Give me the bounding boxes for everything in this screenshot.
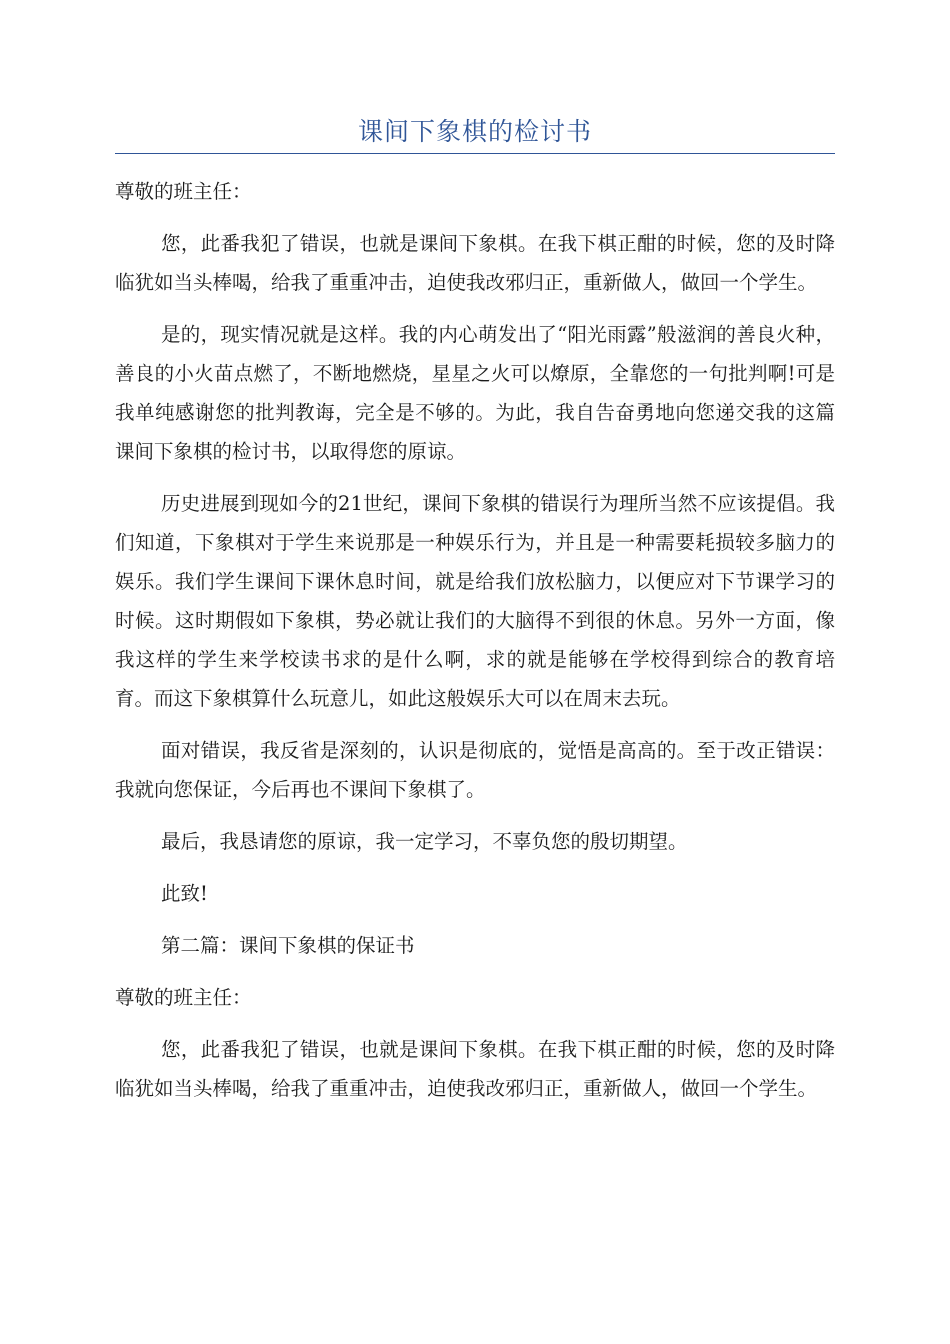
paragraph: 您，此番我犯了错误，也就是课间下象棋。在我下棋正酣的时候，您的及时降临犹如当头棒喝，给我了重重冲击，迫使我改邪归正，重新做人，做回一个学生。 bbox=[115, 1038, 835, 1100]
paragraph: 历史进展到现如今的21世纪，课间下象棋的错误行为理所当然不应该提倡。我们知道，下象棋对于学生来说那是一种娱乐行为，并且是一种需要耗损较多脑力的娱乐。我们学生课间下课休息时间，就是给我们放松脑力，以便应对下节课学习的时候。这时期假如下象棋，势必就让我们的大脑得不到很的休息。另外一方面，像我这样的学生来学校读书求的是什么啊，求的就是能够在学校得到综合的教育培育。而这下象棋算什么玩意儿，如此这般娱乐大可以在周末去玩。 bbox=[115, 492, 835, 710]
salutation: 尊敬的班主任： bbox=[115, 180, 252, 203]
paragraph: 是的，现实情况就是这样。我的内心萌发出了“阳光雨露”般滋润的善良火种，善良的小火苗点燃了，不断地燃烧，星星之火可以燎原，全靠您的一句批判啊!可是我单纯感谢您的批判教诲，完全是不够的。为此，我自告奋勇地向您递交我的这篇课间下象棋的检讨书，以取得您的原谅。 bbox=[115, 323, 835, 463]
paragraph: 面对错误，我反省是深刻的，认识是彻底的，觉悟是高高的。至于改正错误：我就向您保证，今后再也不课间下象棋了。 bbox=[115, 739, 835, 801]
paragraph: 您，此番我犯了错误，也就是课间下象棋。在我下棋正酣的时候，您的及时降临犹如当头棒喝，给我了重重冲击，迫使我改邪归正，重新做人，做回一个学生。 bbox=[115, 232, 835, 294]
section-heading: 第二篇：课间下象棋的保证书 bbox=[161, 934, 415, 957]
title-underline bbox=[115, 153, 835, 154]
paragraph: 最后，我恳请您的原谅，我一定学习，不辜负您的殷切期望。 bbox=[161, 830, 688, 853]
closing: 此致! bbox=[161, 882, 208, 905]
salutation: 尊敬的班主任： bbox=[115, 986, 252, 1009]
document-body bbox=[115, 172, 835, 1121]
document-title: 课间下象棋的检讨书 bbox=[357, 117, 592, 146]
